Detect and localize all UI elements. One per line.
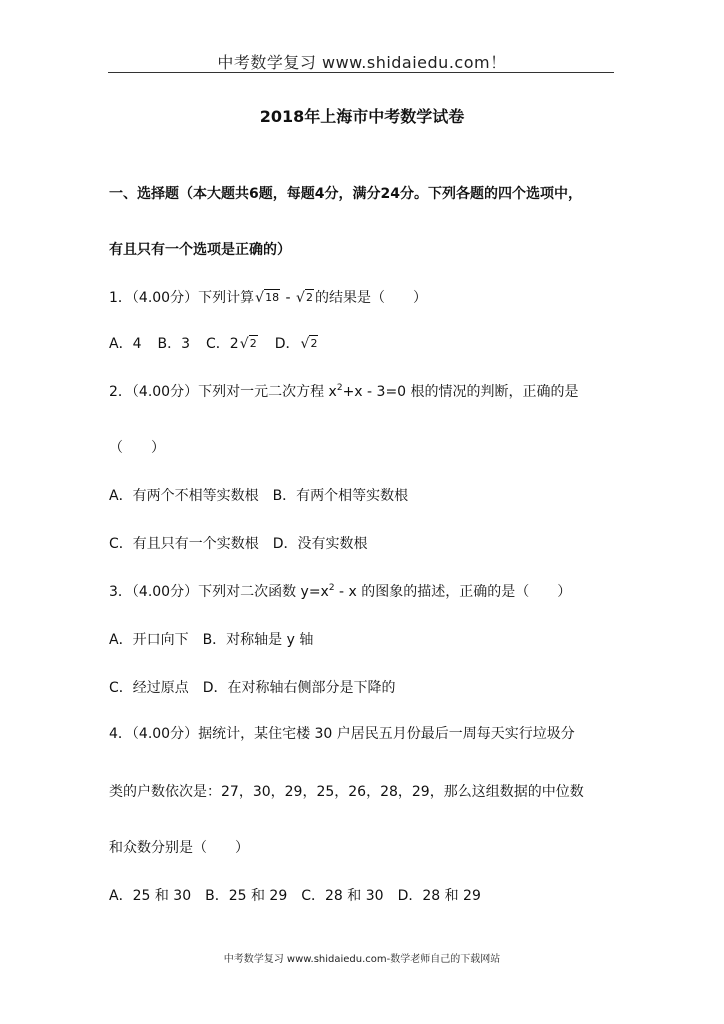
question-3-options-row-1 bbox=[109, 630, 313, 650]
page-footer: 中考数学复习 www.shidaiedu.com-数学老师自己的下载网站 bbox=[223, 954, 501, 965]
option-c: C．28 和 30 bbox=[301, 888, 384, 904]
radical-sign-icon: √ bbox=[255, 290, 265, 306]
exponent: 2 bbox=[336, 383, 343, 393]
radicand-18: 18 bbox=[265, 291, 280, 304]
minus-sign: - bbox=[281, 290, 296, 306]
question-2-stem: 2．（4.00分）下列对一元二次方程 $x^2+x - 3=0$ 根的情况的判断，正确的是 bbox=[109, 383, 579, 400]
page-header: 中考数学复习 www.shidaiedu.com！ bbox=[217, 53, 507, 72]
option-b: B．有两个相等实数根 bbox=[272, 488, 409, 504]
option-b: B．25 和 29 bbox=[205, 888, 288, 904]
question-1-prefix: 1．（4.00分）下列计算 bbox=[109, 290, 255, 306]
option-a: A．开口向下 bbox=[109, 632, 189, 648]
question-2-blank: （ ） bbox=[109, 440, 165, 456]
question-4-options bbox=[109, 886, 481, 906]
question-4-stem-line-1: 4．（4.00分）据统计，某住宅楼 30 户居民五月份最后一周每天实行垃圾分 bbox=[109, 726, 575, 742]
question-1-stem bbox=[109, 288, 427, 308]
question-4-stem-line-3: 和众数分别是（ ） bbox=[109, 840, 249, 856]
question-3-options-row-2 bbox=[109, 678, 396, 698]
exam-title: 2018年上海市中考数学试卷 bbox=[259, 107, 465, 126]
radical-sign-icon: √ bbox=[296, 290, 305, 306]
question-1-suffix: 的结果是（ ） bbox=[315, 290, 428, 306]
section-instructions-line-1: 一、选择题（本大题共6题，每题4分，满分24分。下列各题的四个选项中， bbox=[109, 186, 582, 202]
option-b: B．3 bbox=[157, 336, 190, 352]
exponent: 2 bbox=[328, 583, 335, 593]
option-c: C．有且只有一个实数根 bbox=[109, 536, 259, 552]
radical-sign-icon: √ bbox=[239, 336, 249, 352]
sqrt-2 bbox=[296, 288, 314, 308]
radical-sign-icon: √ bbox=[300, 336, 310, 352]
sqrt-2: √ 2 bbox=[300, 336, 318, 352]
option-a: A．25 和 30 bbox=[109, 888, 192, 904]
option-a: A．4 bbox=[109, 336, 142, 352]
option-d: D．没有实数根 bbox=[272, 536, 368, 552]
question-2-options-row-2 bbox=[109, 534, 368, 554]
option-d: D． √ 2 bbox=[274, 336, 318, 352]
section-instructions-line-2: 有且只有一个选项是正确的） bbox=[109, 242, 291, 258]
question-1-options bbox=[109, 334, 319, 354]
option-c: C．经过原点 bbox=[109, 680, 189, 696]
option-b: B．对称轴是 y 轴 bbox=[202, 632, 314, 648]
question-2-options-row-1 bbox=[109, 486, 408, 506]
question-3-stem: 3．（4.00分）下列对二次函数 $y=x^2 - x$ 的图象的描述，正确的是（ ） bbox=[109, 583, 572, 600]
header-rule bbox=[108, 72, 614, 73]
option-c: C．2 √ 2 bbox=[206, 336, 257, 352]
question-4-stem-line-2: 类的户数依次是：27，30，29，25，26，28，29，那么这组数据的中位数 bbox=[109, 784, 584, 800]
option-a: A．有两个不相等实数根 bbox=[109, 488, 259, 504]
option-d: D．28 和 29 bbox=[397, 888, 481, 904]
sqrt-2: √ 2 bbox=[239, 336, 257, 352]
radicand-2: 2 bbox=[306, 291, 314, 304]
sqrt-18 bbox=[255, 288, 280, 308]
option-d: D．在对称轴右侧部分是下降的 bbox=[202, 680, 396, 696]
